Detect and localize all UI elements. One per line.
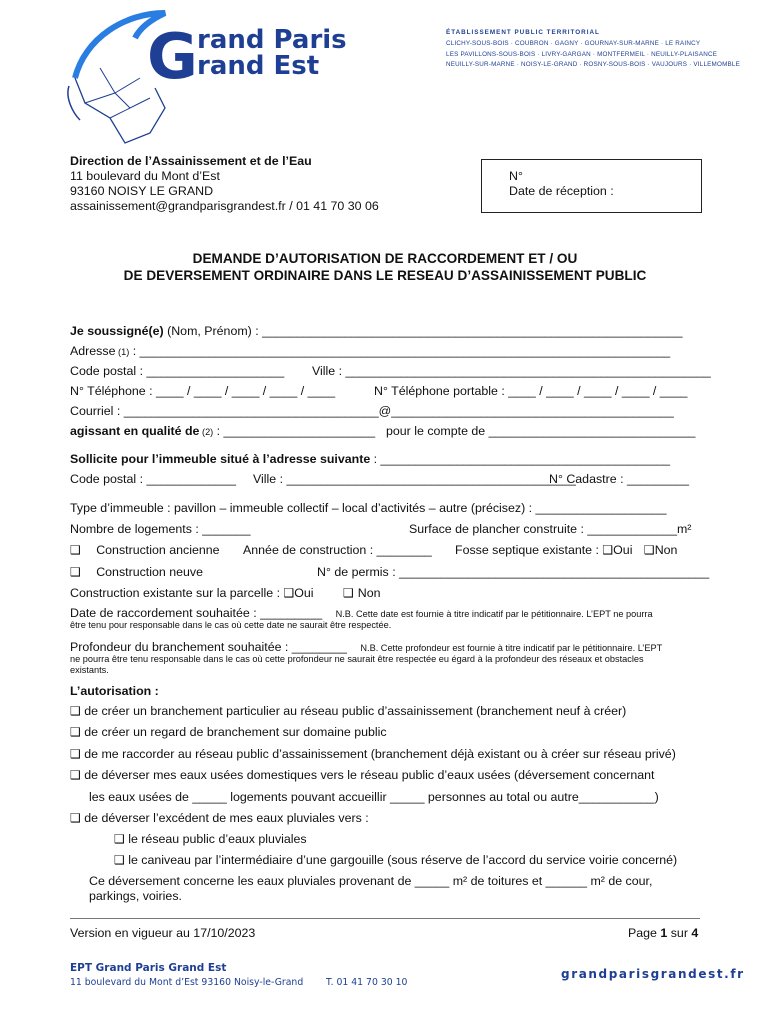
sender-street: 11 boulevard du Mont d’Est [70, 169, 220, 183]
date-note: N.B. Cette date est fournie à titre indicatif par le pétitionnaire. L’EPT ne pourra [335, 609, 653, 619]
autorisation-option-label: de créer un branchement particulier au réseau public d’assainissement (branchement neuf à créer) [84, 704, 627, 718]
adresse-note: (1) [115, 347, 130, 357]
immeuble-ville-field[interactable]: Ville : __________________________________________ [253, 472, 576, 486]
communes-line: NEUILLY-SUR-MARNE · NOISY-LE-GRAND · ROSNY-SOUS-BOIS · VAUJOURS · VILLEMOMBLE [446, 61, 741, 69]
deversement-line: parkings, voiries. [89, 889, 182, 903]
autorisation-option[interactable] [70, 744, 676, 765]
oui-label: Oui [294, 586, 314, 600]
logo-initial: G [147, 20, 198, 93]
surface-field[interactable]: Surface de plancher construite : _____________m² [409, 522, 692, 536]
autorisation-option-label: de déverser mes eaux usées domestiques vers le réseau public d’eaux usées (déversement concernant [84, 768, 655, 782]
reception-date-label: Date de réception : [509, 184, 614, 198]
soussigne-label: Je soussigné(e) [70, 324, 164, 338]
logements-field[interactable]: Nombre de logements : _______ [70, 522, 251, 536]
autorisation-option-label: de me raccorder au réseau public d’assainissement (branchement déjà existant ou à créer sur réseau privé) [84, 747, 676, 761]
sollicite-rest: : __________________________________________ [370, 452, 670, 466]
checkbox-icon[interactable]: ❑ [114, 853, 125, 867]
communes-line: LES PAVILLONS-SOUS-BOIS · LIVRY-GARGAN · MONTFERMEIL · NEUILLY-PLAISANCE [446, 50, 718, 58]
checkbox-icon[interactable]: ❑ [343, 586, 354, 600]
sollicite-field[interactable] [70, 449, 670, 470]
pluviales-option[interactable] [114, 850, 677, 871]
footer-website[interactable]: grandparisgrandest.fr [561, 967, 745, 981]
annee-construction-field[interactable]: Année de construction : ________ [243, 543, 432, 557]
checkbox-icon[interactable]: ❑ [70, 768, 81, 782]
pluviales-option-label: le caniveau par l’intermédiaire d’une gargouille (sous réserve de l’accord du service voirie concerné) [128, 853, 678, 867]
logo-line2: rand Est [197, 51, 320, 81]
fosse-label: Fosse septique existante : [455, 543, 599, 557]
sender-dept: Direction de l’Assainissement et de l’Eau [70, 154, 312, 168]
pluviales-option-label: le réseau public d’eaux pluviales [128, 832, 307, 846]
autorisation-heading: L’autorisation : [70, 684, 159, 698]
immeuble-code-postal-field[interactable]: Code postal : _____________ [70, 472, 237, 486]
eaux-usees-field[interactable]: les eaux usées de _____ logements pouvant accueillir _____ personnes au total ou autre___________) [89, 790, 659, 804]
form-title [60, 250, 710, 284]
etablissement-title: ÉTABLISSEMENT PUBLIC TERRITORIAL [446, 29, 600, 36]
reception-box [481, 159, 702, 213]
logo [55, 8, 355, 148]
checkbox-icon[interactable]: ❑ [70, 811, 81, 825]
autorisation-option[interactable] [70, 701, 626, 722]
construction-ancienne-option[interactable] [70, 540, 220, 561]
courriel-field[interactable]: Courriel : _____________________________________@_________________________________________ [70, 404, 674, 418]
date-raccordement-field[interactable] [70, 606, 710, 631]
qualite-note: (2) [199, 427, 214, 437]
date-note-cont: être tenu pour responsable dans le cas où cette date ne saurait être respectée. [70, 620, 392, 630]
autorisation-option-label: de créer un regard de branchement sur domaine public [84, 725, 387, 739]
checkbox-icon[interactable]: ❑ [70, 543, 81, 557]
qualite-label: agissant en qualité de [70, 424, 200, 438]
sender-city: 93160 NOISY LE GRAND [70, 184, 214, 198]
form-title-line1: DEMANDE D’AUTORISATION DE RACCORDEMENT ET / OU [192, 251, 578, 266]
construction-ancienne-label: Construction ancienne [96, 543, 220, 557]
sender-address [70, 154, 379, 214]
sollicite-label: Sollicite pour l’immeuble situé à l’adresse suivante [70, 452, 371, 466]
fosse-septique-field [455, 540, 677, 561]
existante-label: Construction existante sur la parcelle : [70, 586, 281, 600]
non-label: Non [357, 586, 381, 600]
construction-existante-field [70, 583, 381, 604]
qualite-rest: : ______________________ [213, 424, 376, 438]
autorisation-option[interactable] [70, 808, 369, 829]
profondeur-label: Profondeur du branchement souhaitée : ________ [70, 640, 347, 654]
checkbox-icon[interactable]: ❑ [70, 565, 81, 579]
form-title-line2: DE DEVERSEMENT ORDINAIRE DANS LE RESEAU D’ASSAINISSEMENT PUBLIC [123, 268, 647, 283]
footer-divider [70, 918, 700, 919]
footer-address: 11 boulevard du Mont d’Est 93160 Noisy-le-Grand [70, 977, 304, 988]
construction-neuve-label: Construction neuve [96, 565, 203, 579]
checkbox-icon[interactable]: ❑ [283, 586, 295, 600]
profondeur-field[interactable] [70, 640, 710, 676]
autorisation-option[interactable] [70, 722, 387, 743]
non-label: Non [654, 543, 678, 557]
permis-field[interactable]: N° de permis : _____________________________________________ [317, 565, 710, 579]
cadastre-field[interactable]: N° Cadastre : _________ [549, 472, 689, 486]
footer-phone: T. 01 41 70 30 10 [326, 977, 408, 988]
adresse-rest: : _____________________________________________________________________________ [129, 344, 671, 358]
checkbox-icon[interactable]: ❑ [70, 725, 81, 739]
date-raccordement-label: Date de raccordement souhaitée : _________ [70, 606, 323, 620]
page-label: Page [628, 926, 661, 940]
communes-line: CLICHY-SOUS-BOIS · COUBRON · GAGNY · GOURNAY-SUR-MARNE · LE RAINCY [446, 39, 701, 47]
profondeur-note-end: existants. [70, 665, 109, 675]
soussigne-rest: (Nom, Prénom) : _____________________________________________________________ [163, 324, 683, 338]
sender-contact: assainissement@grandparisgrandest.fr / 01 41 70 30 06 [70, 199, 379, 213]
profondeur-note: N.B. Cette profondeur est fournie à titre indicatif par le pétitionnaire. L’EPT [360, 643, 663, 653]
logo-line1: rand Paris [197, 25, 347, 55]
etablissement-block [446, 28, 746, 71]
type-immeuble-field[interactable]: Type d’immeuble : pavillon – immeuble collectif – local d’activités – autre (précisez) : ___________________ [70, 501, 667, 515]
construction-neuve-option[interactable] [70, 562, 203, 583]
page-total: 4 [691, 926, 699, 940]
checkbox-icon[interactable]: ❑ [114, 832, 125, 846]
page-indicator [628, 926, 698, 940]
checkbox-icon[interactable]: ❑ [70, 704, 81, 718]
pluviales-option[interactable] [114, 829, 307, 850]
autorisation-option-label: de déverser l’excédent de mes eaux pluviales vers : [84, 811, 369, 825]
reception-num-label: N° [509, 169, 523, 183]
telephone-field[interactable]: N° Téléphone : ____ / ____ / ____ / ____ / ____ [70, 384, 336, 398]
oui-label: Oui [613, 543, 633, 557]
qualite-field[interactable] [70, 421, 375, 442]
page-sur: sur [667, 926, 692, 940]
adresse-field[interactable] [70, 341, 670, 362]
checkbox-icon[interactable]: ❑ [643, 543, 655, 557]
version-text: Version en vigueur au 17/10/2023 [70, 926, 256, 940]
compte-field[interactable]: pour le compte de ______________________________ [386, 424, 696, 438]
deversement-field[interactable] [89, 874, 652, 904]
code-postal-field[interactable]: Code postal : ____________________ [70, 364, 285, 378]
checkbox-icon[interactable]: ❑ [602, 543, 614, 557]
autorisation-option[interactable] [70, 765, 655, 786]
footer-org: EPT Grand Paris Grand Est [70, 962, 227, 974]
soussigne-field[interactable] [70, 321, 682, 342]
telephone-portable-field[interactable]: N° Téléphone portable : ____ / ____ / ____ / ____ / ____ [374, 384, 688, 398]
ville-field[interactable]: Ville : _____________________________________________________ [312, 364, 711, 378]
checkbox-icon[interactable]: ❑ [70, 747, 81, 761]
page-number: 1 [660, 926, 668, 940]
adresse-label: Adresse [70, 344, 116, 358]
profondeur-note-cont: ne pourra être tenu responsable dans le cas où cette profondeur ne saurait être respectée eu égard à la profondeur des réseaux et obstacles [70, 654, 644, 664]
deversement-line: Ce déversement concerne les eaux pluviales provenant de _____ m² de toitures et ______ m² de cour, [89, 874, 653, 888]
